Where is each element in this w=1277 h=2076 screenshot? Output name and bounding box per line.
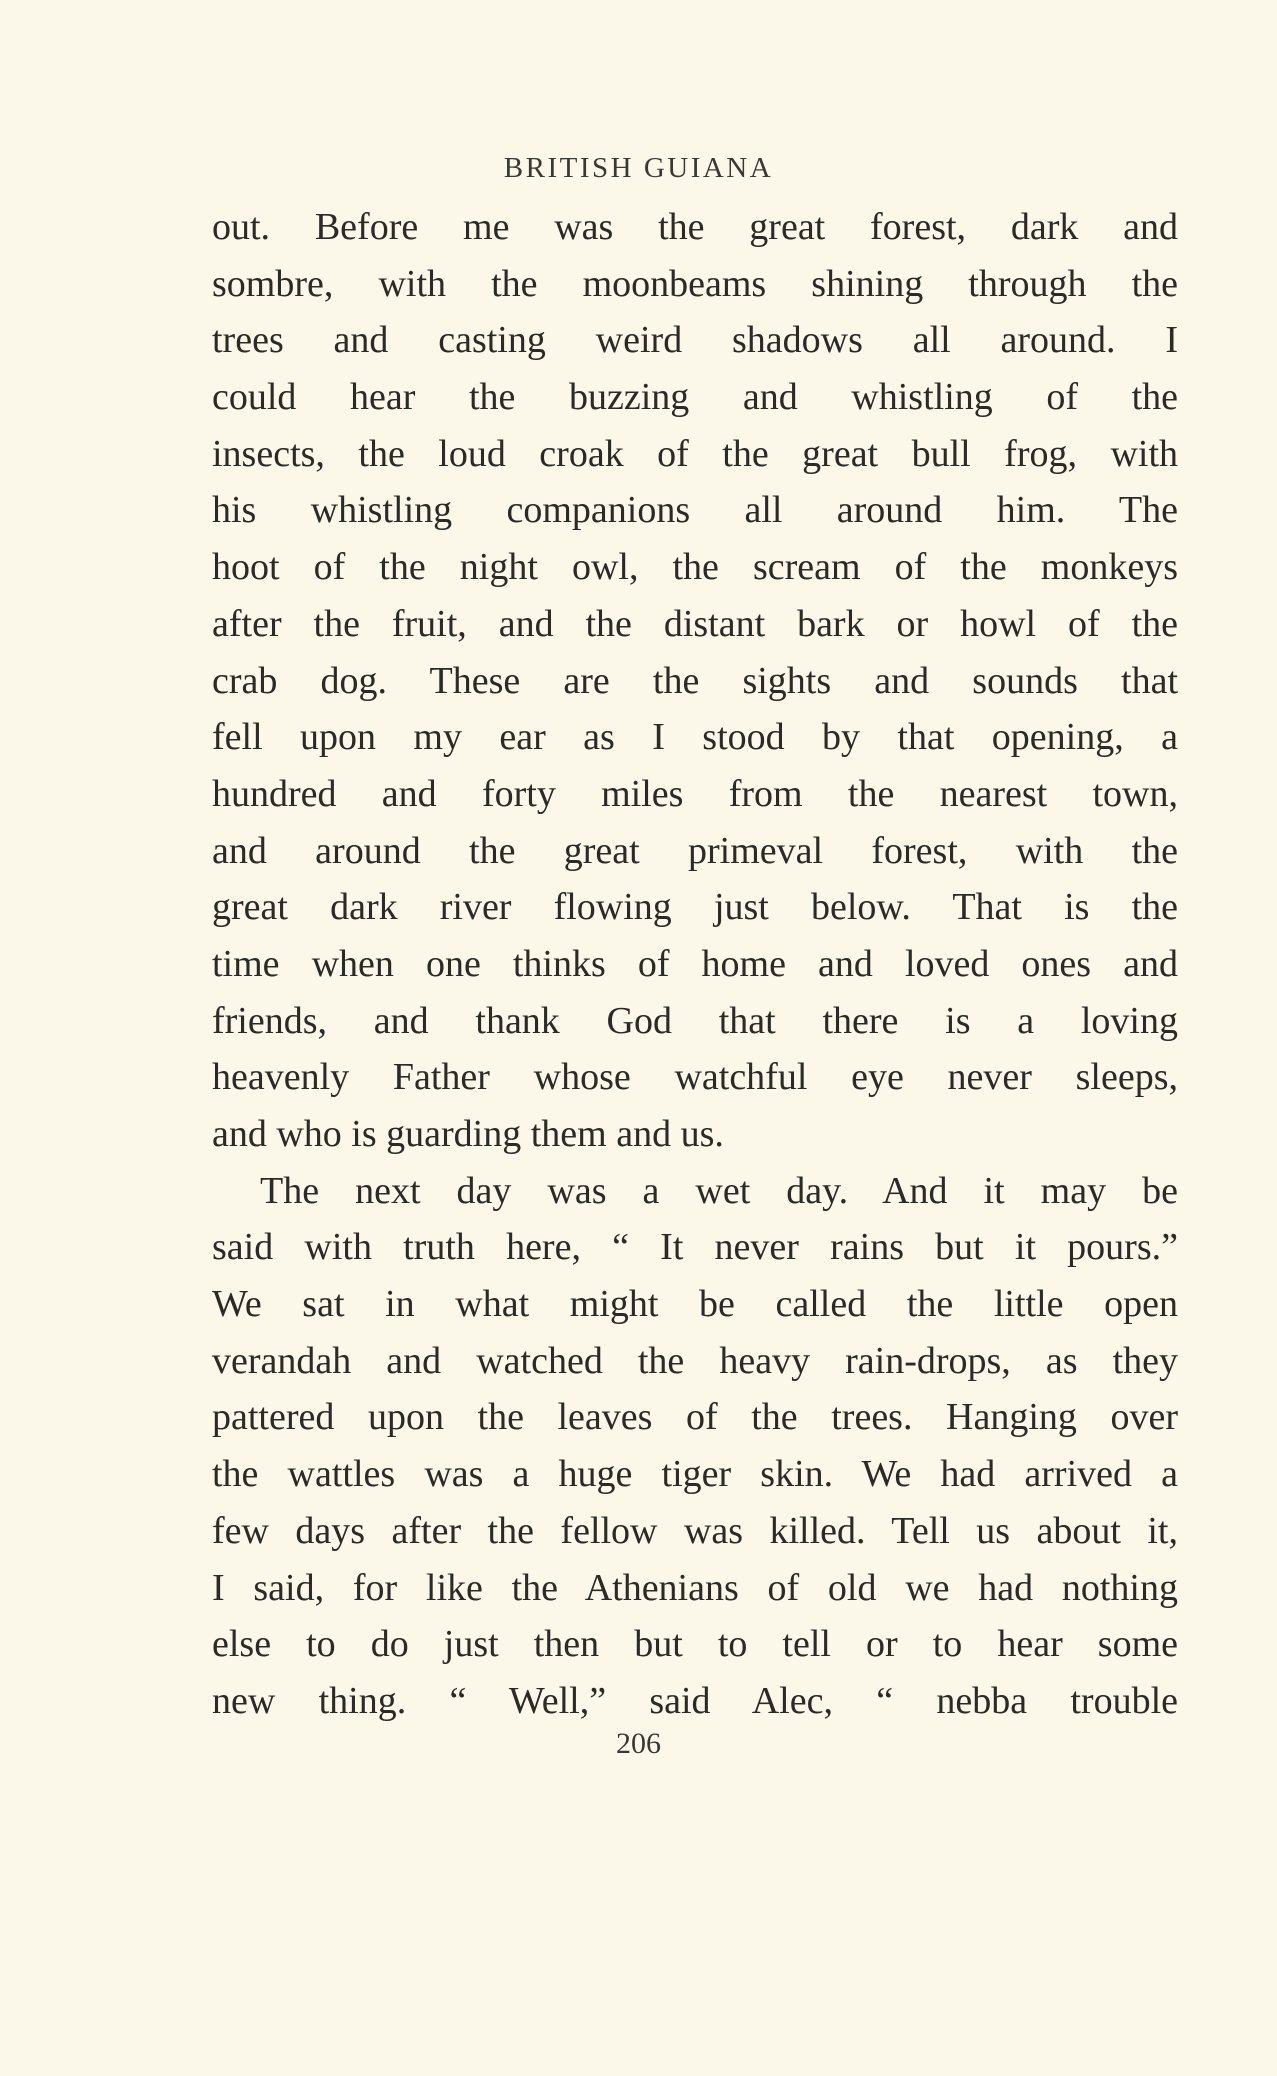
text-line: his whistling companions all around him. The bbox=[212, 489, 1178, 532]
text-line: time when one thinks of home and loved ones and bbox=[212, 942, 1178, 985]
text-line: great dark river flowing just below. That is the bbox=[212, 886, 1178, 929]
text-line: after the fruit, and the distant bark or howl of the bbox=[212, 602, 1178, 645]
text-line: heavenly Father whose watchful eye never sleeps, bbox=[212, 1056, 1178, 1099]
page-number: 206 bbox=[616, 1727, 661, 1760]
text-line: could hear the buzzing and whistling of the bbox=[212, 376, 1178, 419]
text-line: the wattles was a huge tiger skin. We had arrived a bbox=[212, 1453, 1178, 1496]
body-text bbox=[212, 199, 1178, 1730]
text-line: new thing. “ Well,” said Alec, “ nebba trouble bbox=[212, 1679, 1178, 1722]
text-line: and around the great primeval forest, with the bbox=[212, 829, 1178, 872]
text-line: fell upon my ear as I stood by that opening, a bbox=[212, 716, 1178, 759]
text-line: few days after the fellow was killed. Tell us about it, bbox=[212, 1509, 1178, 1552]
running-head: BRITISH GUIANA bbox=[503, 152, 774, 184]
text-line: hoot of the night owl, the scream of the monkeys bbox=[212, 546, 1178, 589]
text-line: pattered upon the leaves of the trees. Hanging over bbox=[212, 1396, 1178, 1439]
text-line: said with truth here, “ It never rains but it pours.” bbox=[212, 1226, 1178, 1269]
text-line: The next day was a wet day. And it may be bbox=[260, 1169, 1178, 1212]
text-line: out. Before me was the great forest, dark and bbox=[212, 206, 1178, 248]
text-line: and who is guarding them and us. bbox=[212, 1113, 724, 1155]
text-line: crab dog. These are the sights and sounds that bbox=[212, 659, 1178, 702]
text-line: verandah and watched the heavy rain-drops, as they bbox=[212, 1339, 1178, 1382]
text-line: friends, and thank God that there is a loving bbox=[212, 999, 1178, 1042]
text-line: else to do just then but to tell or to hear some bbox=[212, 1623, 1178, 1666]
text-line: We sat in what might be called the little open bbox=[212, 1283, 1178, 1326]
text-line: sombre, with the moonbeams shining through the bbox=[212, 262, 1178, 305]
text-line: trees and casting weird shadows all around. I bbox=[212, 319, 1178, 362]
text-line: insects, the loud croak of the great bull frog, with bbox=[212, 432, 1178, 475]
text-line: hundred and forty miles from the nearest town, bbox=[212, 772, 1178, 815]
text-line: I said, for like the Athenians of old we had nothing bbox=[212, 1566, 1178, 1609]
